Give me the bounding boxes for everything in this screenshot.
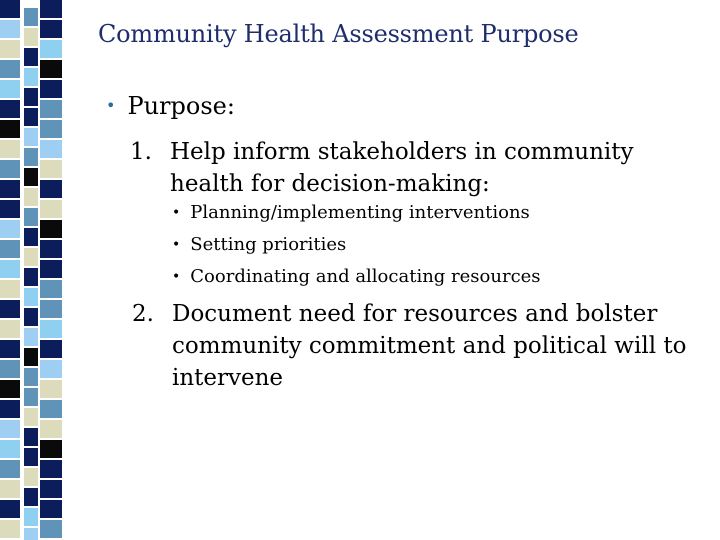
stripe-block [24, 308, 38, 326]
item-text [170, 136, 634, 200]
subitem-marker: • [172, 237, 181, 253]
stripe-block [0, 20, 20, 38]
stripe-block [0, 140, 20, 158]
stripe-block [24, 228, 38, 246]
purpose-label: Purpose: [127, 92, 235, 120]
stripe-block [0, 180, 20, 198]
stripe-block [24, 88, 38, 106]
stripe-block [0, 200, 20, 218]
stripe-block [24, 248, 38, 266]
stripe-block [40, 20, 62, 38]
item-line: intervene [172, 365, 284, 391]
stripe-block [0, 40, 20, 58]
stripe-block [40, 160, 62, 178]
stripe-block [24, 128, 38, 146]
stripe-block [0, 480, 20, 498]
stripe-block [40, 40, 62, 58]
stripe-block [24, 468, 38, 486]
stripe-block [24, 428, 38, 446]
purpose-bullet [106, 92, 235, 120]
stripe-block [24, 188, 38, 206]
subitem-planning [172, 202, 530, 223]
subitem-text: Planning/implementing interventions [190, 202, 530, 223]
stripe-block [40, 400, 62, 418]
slide-title: Community Health Assessment Purpose [98, 20, 579, 48]
stripe-block [0, 260, 20, 278]
subitem-marker: • [172, 205, 181, 221]
stripe-block [40, 380, 62, 398]
stripe-block [40, 220, 62, 238]
stripe-block [24, 8, 38, 26]
stripe-block [24, 368, 38, 386]
stripe-block [0, 120, 20, 138]
stripe-block [24, 28, 38, 46]
stripe-block [40, 200, 62, 218]
stripe-block [0, 160, 20, 178]
stripe-block [40, 500, 62, 518]
stripe-block [40, 100, 62, 118]
subitem-text: Setting priorities [190, 234, 347, 255]
stripe-block [24, 148, 38, 166]
stripe-block [40, 260, 62, 278]
stripe-block [0, 0, 20, 18]
stripe-block [24, 48, 38, 66]
stripe-block [40, 180, 62, 198]
stripe-block [0, 500, 20, 518]
stripe-block [40, 240, 62, 258]
stripe-block [40, 140, 62, 158]
stripe-block [40, 440, 62, 458]
stripe-block [0, 340, 20, 358]
stripe-block [0, 100, 20, 118]
stripe-block [24, 528, 38, 540]
stripe-block [0, 460, 20, 478]
stripe-block [40, 360, 62, 378]
stripe-block [0, 300, 20, 318]
stripe-block [0, 380, 20, 398]
item-line: Document need for resources and bolster [172, 301, 658, 327]
item-line: health for decision-making: [170, 171, 490, 197]
stripe-block [40, 280, 62, 298]
item-line: community commitment and political will to [172, 333, 687, 359]
stripe-block [0, 80, 20, 98]
stripe-block [40, 460, 62, 478]
stripe-block [40, 480, 62, 498]
stripe-block [0, 240, 20, 258]
stripe-block [40, 120, 62, 138]
stripe-block [40, 300, 62, 318]
stripe-block [40, 60, 62, 78]
bullet-marker: • [106, 96, 116, 115]
stripe-block [24, 108, 38, 126]
stripe-block [0, 440, 20, 458]
stripe-block [24, 508, 38, 526]
stripe-block [0, 320, 20, 338]
subitem-priorities [172, 234, 346, 255]
item-line: Help inform stakeholders in community [170, 139, 634, 165]
stripe-block [24, 208, 38, 226]
stripe-block [24, 388, 38, 406]
item-number: 2. [132, 301, 154, 327]
subitem-marker: • [172, 269, 181, 285]
subitem-coordinating [172, 266, 541, 287]
stripe-block [40, 420, 62, 438]
stripe-block [40, 80, 62, 98]
stripe-block [24, 448, 38, 466]
stripe-block [24, 168, 38, 186]
stripe-block [0, 400, 20, 418]
stripe-block [0, 420, 20, 438]
stripe-block [0, 520, 20, 538]
stripe-block [40, 520, 62, 538]
stripe-block [24, 488, 38, 506]
stripe-block [24, 288, 38, 306]
subitem-text: Coordinating and allocating resources [190, 266, 541, 287]
stripe-block [24, 348, 38, 366]
stripe-block [24, 68, 38, 86]
stripe-block [24, 268, 38, 286]
stripe-block [0, 60, 20, 78]
stripe-block [0, 280, 20, 298]
stripe-block [24, 328, 38, 346]
item-text [172, 298, 686, 394]
item-number: 1. [130, 139, 152, 165]
decorative-stripe [0, 0, 80, 540]
stripe-block [24, 408, 38, 426]
stripe-block [40, 0, 62, 18]
stripe-block [40, 340, 62, 358]
stripe-block [0, 220, 20, 238]
stripe-block [40, 320, 62, 338]
stripe-block [0, 360, 20, 378]
